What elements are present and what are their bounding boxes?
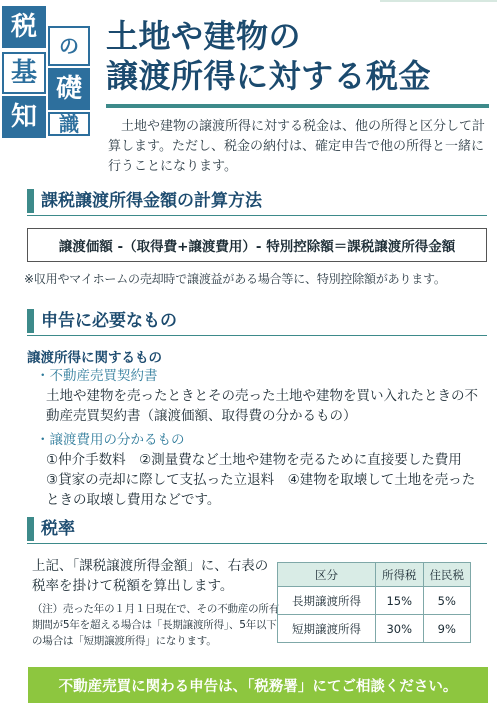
table-cell: 30% bbox=[376, 615, 424, 643]
emblem bbox=[2, 6, 98, 138]
list-item-transfer-costs bbox=[36, 430, 486, 510]
section-heading-text: 税率 bbox=[41, 519, 75, 539]
special-deduction-note: ※収用やマイホームの売却時で譲渡益がある場合等に、特別控除額があります。 bbox=[24, 272, 446, 286]
emblem-char-1: 税 bbox=[2, 6, 46, 48]
title-line-1: 土地や建物の bbox=[106, 17, 302, 55]
section-heading-calculation bbox=[27, 186, 487, 216]
section-heading-required-documents bbox=[27, 306, 487, 336]
emblem-char-6: 識 bbox=[48, 112, 90, 136]
emblem-char-3: 基 bbox=[2, 52, 46, 94]
subheading-transfer-income: 譲渡所得に関するもの bbox=[27, 350, 162, 366]
table-row bbox=[278, 615, 471, 643]
table-header-cell: 区分 bbox=[278, 563, 376, 587]
section-heading-text: 課税譲渡所得金額の計算方法 bbox=[41, 191, 262, 211]
list-item-title: ・譲渡費用の分かるもの bbox=[36, 432, 185, 448]
table-cell: 15% bbox=[376, 587, 424, 615]
list-item-description: ①仲介手数料 ②測量費など土地や建物を売るために直接要した費用 ③貸家の売却に際して支払った立退料 ④建物を取壊して土地を売ったときの取壊し費用などです。 bbox=[46, 452, 476, 508]
table-row bbox=[278, 587, 471, 615]
holding-period-note: （注）売った年の１月１日現在で、その不動産の所有期間が5年を超える場合は「長期譲渡所得」、5年以下の場合は「短期譲渡所得」になります。 bbox=[32, 603, 279, 647]
tax-rate-table bbox=[277, 562, 471, 643]
consultation-banner: 不動産売買に関わる申告は、「税務署」にてご相談ください。 bbox=[28, 667, 488, 703]
section-bar bbox=[27, 309, 34, 333]
title-line-2: 譲渡所得に対する税金 bbox=[106, 57, 432, 95]
section-heading-text: 申告に必要なもの bbox=[41, 311, 177, 331]
table-cell: 5% bbox=[423, 587, 471, 615]
title-underline bbox=[106, 104, 489, 108]
emblem-char-4: 礎 bbox=[48, 68, 90, 110]
section-bar bbox=[27, 517, 34, 541]
table-header-row bbox=[278, 563, 471, 587]
tax-rate-explanation: 上記、「課税譲渡所得金額」に、右表の税率を掛けて税額を算出します。 bbox=[32, 558, 269, 594]
table-cell: 9% bbox=[423, 615, 471, 643]
list-item-contract bbox=[36, 366, 486, 426]
table-header-cell: 所得税 bbox=[376, 563, 424, 587]
emblem-char-5: 知 bbox=[2, 96, 46, 138]
section-heading-tax-rate bbox=[27, 514, 487, 544]
list-item-title: ・不動産売買契約書 bbox=[36, 368, 158, 384]
section-bar bbox=[27, 189, 34, 213]
table-cell: 長期譲渡所得 bbox=[278, 587, 376, 615]
table-cell: 短期譲渡所得 bbox=[278, 615, 376, 643]
formula-box: 譲渡価額 -（取得費+譲渡費用）- 特別控除額＝課税譲渡所得金額 bbox=[27, 228, 487, 262]
emblem-char-2: の bbox=[48, 26, 90, 66]
table-header-cell: 住民税 bbox=[423, 563, 471, 587]
page-title bbox=[106, 16, 490, 96]
list-item-description: 土地や建物を売ったときとその売った土地や建物を買い入れたときの不動産売買契約書（譲渡価額、取得費の分かるもの） bbox=[46, 388, 478, 424]
intro-paragraph: 土地や建物の譲渡所得に対する税金は、他の所得と区分して計算します。ただし、税金の納付は、確定申告で他の所得と一緒に行うことになります。 bbox=[108, 119, 486, 174]
top-edge-decoration bbox=[380, 0, 497, 2]
